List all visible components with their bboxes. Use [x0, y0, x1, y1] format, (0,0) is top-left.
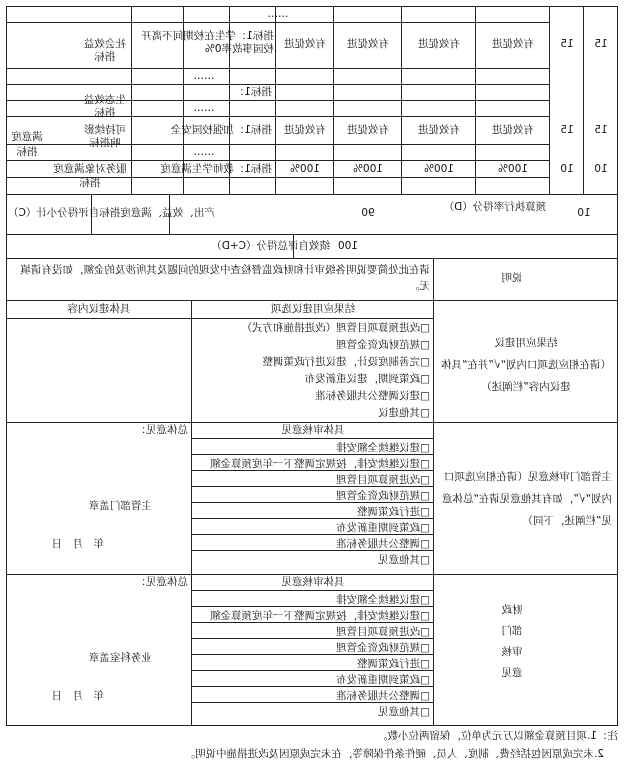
- sustain-indicator: 指标1：加强校园安全: [170, 124, 272, 136]
- sustain-weight: 15: [560, 124, 574, 136]
- dept-options: [194, 440, 430, 568]
- result-hint: （请在相应选项口内划“√”并在“具体建议内容”栏阐述）: [441, 359, 612, 393]
- eco-dots: ……: [193, 102, 215, 114]
- satisfaction-score: 10: [594, 163, 608, 175]
- budget-execution-value: 10: [577, 207, 591, 219]
- result-label: [438, 332, 614, 398]
- category-outcome: 满意度指标: [11, 131, 43, 158]
- result-option-1[interactable]: □改进预算项目管理（改进措施和方式）: [241, 322, 430, 334]
- sustain-value-1: 有效促进: [284, 124, 326, 136]
- result-option-6[interactable]: □其他建议: [378, 407, 430, 419]
- dept-option-5[interactable]: □进行政策调整: [357, 506, 430, 518]
- finance-option-2[interactable]: □建议继续安排，按规定调整下一年度预算金额: [210, 610, 430, 622]
- budget-execution-label: 预算执行率得分（D）: [443, 201, 547, 213]
- satisfaction-weight: 10: [560, 163, 574, 175]
- dept-option-4[interactable]: □规范财政资金管理: [336, 490, 430, 502]
- social-weight: 15: [560, 38, 574, 50]
- finance-option-3[interactable]: □改进预算项目管理: [336, 626, 430, 638]
- finance-option-1[interactable]: □建议继续全额安排: [336, 594, 430, 606]
- social-benefit-label: 社会效益指标: [84, 38, 126, 63]
- sustain-value-4: 有效促进: [492, 124, 534, 136]
- dept-date: 年 月 日: [51, 538, 104, 550]
- finance-option-8[interactable]: □其他意见: [378, 706, 430, 718]
- result-label-title: 结果应用建议: [494, 337, 558, 349]
- result-options-header: 结果应用建议选项: [271, 303, 355, 315]
- finance-option-4[interactable]: □规范财政资金管理: [336, 642, 430, 654]
- sustain-value-3: 有效促进: [418, 124, 460, 136]
- explain-label: 说明: [501, 272, 523, 284]
- social-value-2: 有效促进: [347, 38, 389, 50]
- dept-option-8[interactable]: □其他意见: [378, 554, 430, 566]
- subtotal-label: 产出、效益、满意度指标自评得分小计（C）: [8, 207, 215, 219]
- finance-date: 年 月 日: [51, 690, 104, 702]
- social-value-4: 有效促进: [492, 38, 534, 50]
- finance-option-6[interactable]: □政策到期重新发布: [336, 674, 430, 686]
- result-option-2[interactable]: □规范财政资金管理: [336, 339, 430, 351]
- social-indicator: 指标1：学生在校期间不离开校园事故率0%: [141, 30, 274, 55]
- sustain-score: 15: [594, 124, 608, 136]
- result-options: [194, 320, 430, 422]
- dept-label: 主管部门审核意见（请在相应选项口内划“√”，如有其他意见请在“总体意见”栏阐述，下同）: [441, 471, 612, 527]
- sustain-dots: ……: [193, 146, 215, 158]
- note-2: 2.未完成原因包括经费、制度、人员、硬件条件保障等，在未完成原因及改进措施中说明。: [184, 748, 604, 760]
- subtotal-value: 90: [361, 207, 375, 219]
- satisfaction-label: 服务对象满意度指标: [53, 163, 127, 189]
- satisfaction-value-4: 100%: [497, 163, 529, 175]
- sustain-value-2: 有效促进: [347, 124, 389, 136]
- finance-option-5[interactable]: □进行政策调整: [357, 658, 430, 670]
- dept-option-7[interactable]: □调整公共服务标准: [336, 538, 430, 550]
- dept-option-1[interactable]: □建议继续全额安排: [336, 442, 430, 454]
- note-1: 注：1.项目预算金额以万元为单位，保留两位小数。: [376, 730, 618, 742]
- dept-option-6[interactable]: □政策到期重新发布: [336, 522, 430, 534]
- eco-benefit-label: 生态效益指标: [84, 94, 126, 119]
- dots-row: ……: [267, 8, 289, 20]
- dept-overall-label: 总体意见：: [135, 424, 188, 436]
- dept-seal: 主管部门盖章: [89, 500, 152, 512]
- social-value-1: 有效促进: [284, 38, 326, 50]
- result-content-header: 具体建议内容: [67, 303, 131, 315]
- explain-text: 请在此处简要说明各级审计和财政监督检查中发现的问题及其所涉及的金额，如没有请填无。: [20, 264, 430, 292]
- finance-label: 财政部门审核意见: [501, 604, 523, 679]
- finance-option-7[interactable]: □调整公共服务标准: [336, 690, 430, 702]
- dept-detail-header: 具体审核意见: [281, 424, 345, 436]
- social-score: 15: [594, 38, 608, 50]
- sustain-impact-label: 可持续影响指标: [84, 124, 126, 149]
- result-option-4[interactable]: □政策到期，建议重新发布: [304, 373, 430, 385]
- total-label: 绩效自评总得分（C+D）: [211, 240, 330, 252]
- result-option-3[interactable]: □完善制度设计，建议进行政策调整: [262, 356, 430, 368]
- eco-indicator: 指标1：: [233, 86, 272, 98]
- satisfaction-value-2: 100%: [352, 163, 384, 175]
- dept-option-3[interactable]: □改进预算项目管理: [336, 474, 430, 486]
- satisfaction-value-1: 100%: [289, 163, 321, 175]
- social-value-3: 有效促进: [418, 38, 460, 50]
- result-option-5[interactable]: □建议调整公共服务标准: [315, 390, 430, 402]
- social-dots: ……: [193, 70, 215, 82]
- finance-options: [194, 592, 430, 720]
- satisfaction-indicator: 指标1：教师学生满意度: [160, 163, 272, 175]
- finance-detail-header: 具体审核意见: [281, 576, 345, 588]
- finance-seal: 业务科室盖章: [89, 652, 152, 664]
- dept-option-2[interactable]: □建议继续安排，按规定调整下一年度预算金额: [210, 458, 430, 470]
- total-value: 100: [337, 240, 358, 252]
- satisfaction-value-3: 100%: [423, 163, 455, 175]
- finance-overall-label: 总体意见：: [135, 576, 188, 588]
